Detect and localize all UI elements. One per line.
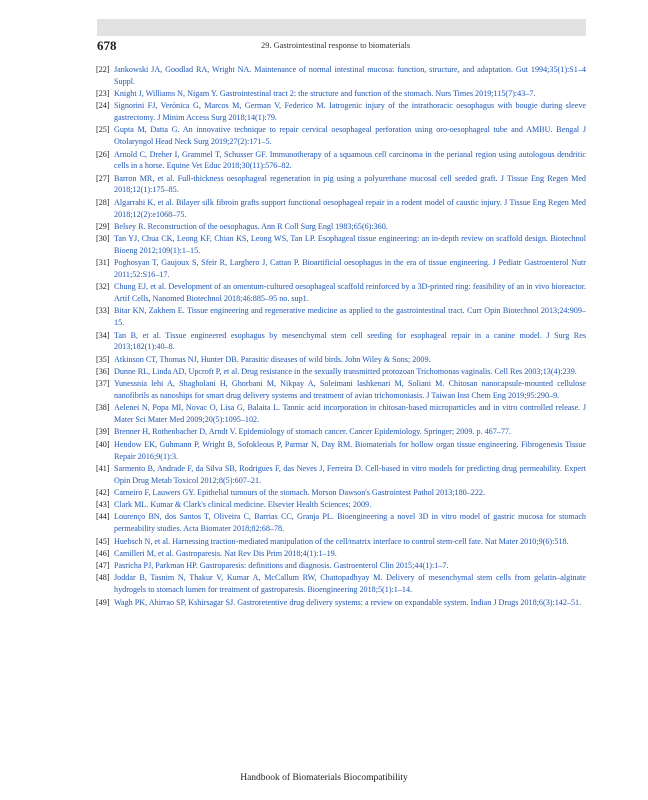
reference-link[interactable]: Huebsch N, et al. Harnessing traction-mediated manipulation of the cell/matrix interface to control stem-cell fate. Nat Mater 2010;9(6):518. <box>114 536 569 546</box>
reference-item <box>96 597 586 609</box>
reference-number: [48] <box>96 573 110 583</box>
reference-item <box>96 88 586 100</box>
reference-link[interactable]: Lourenço BN, dos Santos T, Oliveira C, Barrias CC, Granja PL. Bioengineering a novel 3D in vitro model of gastric mucosa for stomach permeability studies. Acta Biomater 2018;82:68–78. <box>114 512 586 534</box>
reference-item <box>96 257 586 281</box>
reference-number: [49] <box>96 597 110 607</box>
reference-item <box>96 572 586 596</box>
reference-item <box>96 124 586 148</box>
reference-link[interactable]: Arnold C, Dreher I, Grammel T, Schusser GF. Immunotherapy of a squamous cell carcinoma in the perianal region using autologous dendritic cells in a horse. Equine Vet Educ 2018;30(11):576–82. <box>114 149 586 171</box>
reference-link[interactable]: Atkinson CT, Thomas NJ, Hunter DB. Parasitic diseases of wild birds. John Wiley & Sons; 2009. <box>114 354 431 364</box>
reference-number: [37] <box>96 379 110 389</box>
reference-link[interactable]: Aelenei N, Popa MI, Novac O, Lisa G, Balaita L. Tannic acid incorporation in chitosan-based microparticles and in vitro controlled release. J Mater Sci Mater Med 2009;20(5):1095–102. <box>114 403 586 425</box>
reference-number: [29] <box>96 221 110 231</box>
running-title: 29. Gastrointestinal response to biomaterials <box>261 41 411 50</box>
reference-number: [24] <box>96 101 110 111</box>
reference-link[interactable]: Bitar KN, Zakhem E. Tissue engineering and regenerative medicine as applied to the gastrointestinal tract. Curr Opin Biotechnol 2013;24:909–15. <box>114 306 586 328</box>
reference-link[interactable]: Dunne RL, Linda AD, Upcroft P, et al. Drug resistance in the sexually transmitted protozoan Trichomonas vaginalis. Cell Res 2003;13(4):239. <box>114 366 577 376</box>
reference-item <box>96 463 586 487</box>
reference-number: [22] <box>96 65 110 74</box>
reference-number: [38] <box>96 403 110 413</box>
reference-item <box>96 536 586 548</box>
reference-link[interactable]: Wagh PK, Ahirrao SP, Kshirsagar SJ. Gastroretentive drug delivery systems: a review on expandable system. Indian J Drugs 2018;6(3):142–51. <box>114 597 582 607</box>
reference-link[interactable]: Jankowski JA, Goodlad RA, Wright NA. Maintenance of normal intestinal mucosa: function, structure, and adaptation. Gut 1994;35(1):S1–4 Suppl. <box>114 65 586 86</box>
reference-link[interactable]: Poghosyan T, Gaujoux S, Sfeir R, Larghero J, Cattan P. Bioartificial oesophagus in the era of tissue engineering. J Pediatr Gastroenterol Nutr 2011;52:S16–17. <box>114 258 586 280</box>
reference-item <box>96 511 586 535</box>
reference-number: [31] <box>96 258 110 268</box>
reference-link[interactable]: Brenner H, Rothenbacher D, Arndt V. Epidemiology of stomach cancer. Cancer Epidemiology. Springer; 2009. p. 467–77. <box>114 427 511 437</box>
reference-list <box>96 64 586 609</box>
reference-item <box>96 487 586 499</box>
reference-item <box>96 100 586 124</box>
reference-item <box>96 499 586 511</box>
reference-number: [35] <box>96 354 110 364</box>
reference-link[interactable]: Signorini FJ, Verónica G, Marcos M, German V, Federico M. Iatrogenic injury of the intrathoracic oesophagus with bougie during sleeve gastrectomy. J Minim Access Surg 2018;14(1):79. <box>114 101 586 123</box>
reference-link[interactable]: Algarrahi K, et al. Bilayer silk fibroin grafts support functional oesophageal repair in a rodent model of caustic injury. J Tissue Eng Regen Med 2018;12(2):e1068–75. <box>114 197 586 219</box>
reference-link[interactable]: Tan YJ, Chua CK, Leong KF, Chian KS, Leong WS, Tan LP. Esophageal tissue engineering: an in-depth review on scaffold design. Biotechnol Bioeng 2012;109(1):1–15. <box>114 234 586 255</box>
reference-link[interactable]: Joddar B, Tasnim N, Thakur V, Kumar A, McCallum RW, Chattopadhyay M. Delivery of mesenchymal stem cells from gelatin–alginate hydrogels to stomach lumen for treatment of gastroparesis. Bioengineering 2018;5(1):1–14. <box>114 573 586 595</box>
book-title-footer: Handbook of Biomaterials Biocompatibility <box>240 773 408 783</box>
reference-item <box>96 354 586 366</box>
reference-number: [30] <box>96 234 110 244</box>
reference-link[interactable]: Camilleri M, et al. Gastroparesis. Nat Rev Dis Prim 2018;4(1):1–19. <box>114 548 337 558</box>
reference-link[interactable]: Knight J, Williams N, Nigam Y. Gastrointestinal tract 2: the structure and function of the stomach. Nurs Times 2019;115(7):43–7. <box>114 89 536 99</box>
reference-number: [23] <box>96 89 110 99</box>
reference-number: [42] <box>96 487 110 497</box>
reference-number: [25] <box>96 125 110 135</box>
reference-link[interactable]: Yunessnia lehi A, Shagholani H, Ghorbani M, Nikpay A, Soleimani lashkenari M, Soliani M. Chitosan nanocapsule-mounted cellulose nanofibrils as nanoships for smart drug delivery systems and treatment of avian trichomoniasis. J Taiwan Inst Chem Eng 2019;95:290–9. <box>114 379 586 401</box>
reference-link[interactable]: Sarmento B, Andrade F, da Silva SB, Rodrigues F, das Neves J, Ferreira D. Cell-based in vitro models for predicting drug permeability. Expert Opin Drug Metab Toxicol 2012;8(5):607–21. <box>114 463 586 485</box>
reference-number: [26] <box>96 149 110 159</box>
header-bar <box>97 19 586 36</box>
reference-link[interactable]: Chung EJ, et al. Development of an omentum-cultured oesophageal scaffold reinforced by a 3D-printed ring: feasibility of an in vivo bioreactor. Artif Cells, Nanomed Biotechnol 2018;46:885–95 no. sup1. <box>114 282 586 304</box>
reference-link[interactable]: Barron MR, et al. Full-thickness oesophageal regeneration in pig using a polyurethane mucosal cell seeded graft. J Tissue Eng Regen Med 2018;12(1):175–85. <box>114 173 586 195</box>
reference-item <box>96 305 586 329</box>
reference-number: [40] <box>96 439 110 449</box>
reference-number: [43] <box>96 500 110 510</box>
reference-item <box>96 439 586 463</box>
reference-number: [45] <box>96 536 110 546</box>
reference-item <box>96 402 586 426</box>
reference-item <box>96 366 586 378</box>
reference-number: [47] <box>96 561 110 571</box>
reference-link[interactable]: Pasricha PJ, Parkman HP. Gastroparesis: definitions and diagnosis. Gastroenterol Clin 2015;44(1):1–7. <box>114 561 449 571</box>
reference-item <box>96 330 586 354</box>
reference-link[interactable]: Carneiro F, Lauwers GY. Epithelial tumours of the stomach. Morson Dawson's Gastrointest Pathol 2013;180–222. <box>114 487 485 497</box>
reference-item <box>96 197 586 221</box>
reference-number: [46] <box>96 548 110 558</box>
reference-number: [34] <box>96 330 110 340</box>
reference-number: [41] <box>96 463 110 473</box>
reference-number: [44] <box>96 512 110 522</box>
reference-number: [28] <box>96 197 110 207</box>
reference-item <box>96 173 586 197</box>
reference-item <box>96 548 586 560</box>
reference-number: [27] <box>96 173 110 183</box>
reference-link[interactable]: Gupta M, Datta G. An innovative technique to repair cervical oesophageal perforation using oro-oesophageal tube and AMBU. Bengal J Otolaryngol Head Neck Surg 2019;27(2):171–5. <box>114 125 586 147</box>
reference-number: [39] <box>96 427 110 437</box>
page-number: 678 <box>97 38 117 53</box>
reference-item <box>96 281 586 305</box>
reference-number: [36] <box>96 366 110 376</box>
reference-link[interactable]: Hendow EK, Guhmann P, Wright B, Sofokleous P, Parmar N, Day RM. Biomaterials for hollow organ tissue engineering. Fibrogenesis Tissue Repair 2016;9(1):3. <box>114 439 586 461</box>
reference-item <box>96 149 586 173</box>
reference-link[interactable]: Belsey R. Reconstruction of the oesophagus. Ann R Coll Surg Engl 1983;65(6):360. <box>114 221 388 231</box>
reference-number: [33] <box>96 306 110 316</box>
reference-item <box>96 560 586 572</box>
reference-item <box>96 233 586 257</box>
reference-number: [32] <box>96 282 110 292</box>
reference-link[interactable]: Tan B, et al. Tissue engineered esophagus by mesenchymal stem cell seeding for esophageal repair in a canine model. J Surg Res 2013;182(1):40–8. <box>114 330 586 352</box>
reference-item <box>96 64 586 88</box>
reference-item <box>96 378 586 402</box>
reference-link[interactable]: Clark ML. Kumar & Clark's clinical medicine. Elsevier Health Sciences; 2009. <box>114 500 372 510</box>
reference-item <box>96 426 586 438</box>
reference-item <box>96 221 586 233</box>
